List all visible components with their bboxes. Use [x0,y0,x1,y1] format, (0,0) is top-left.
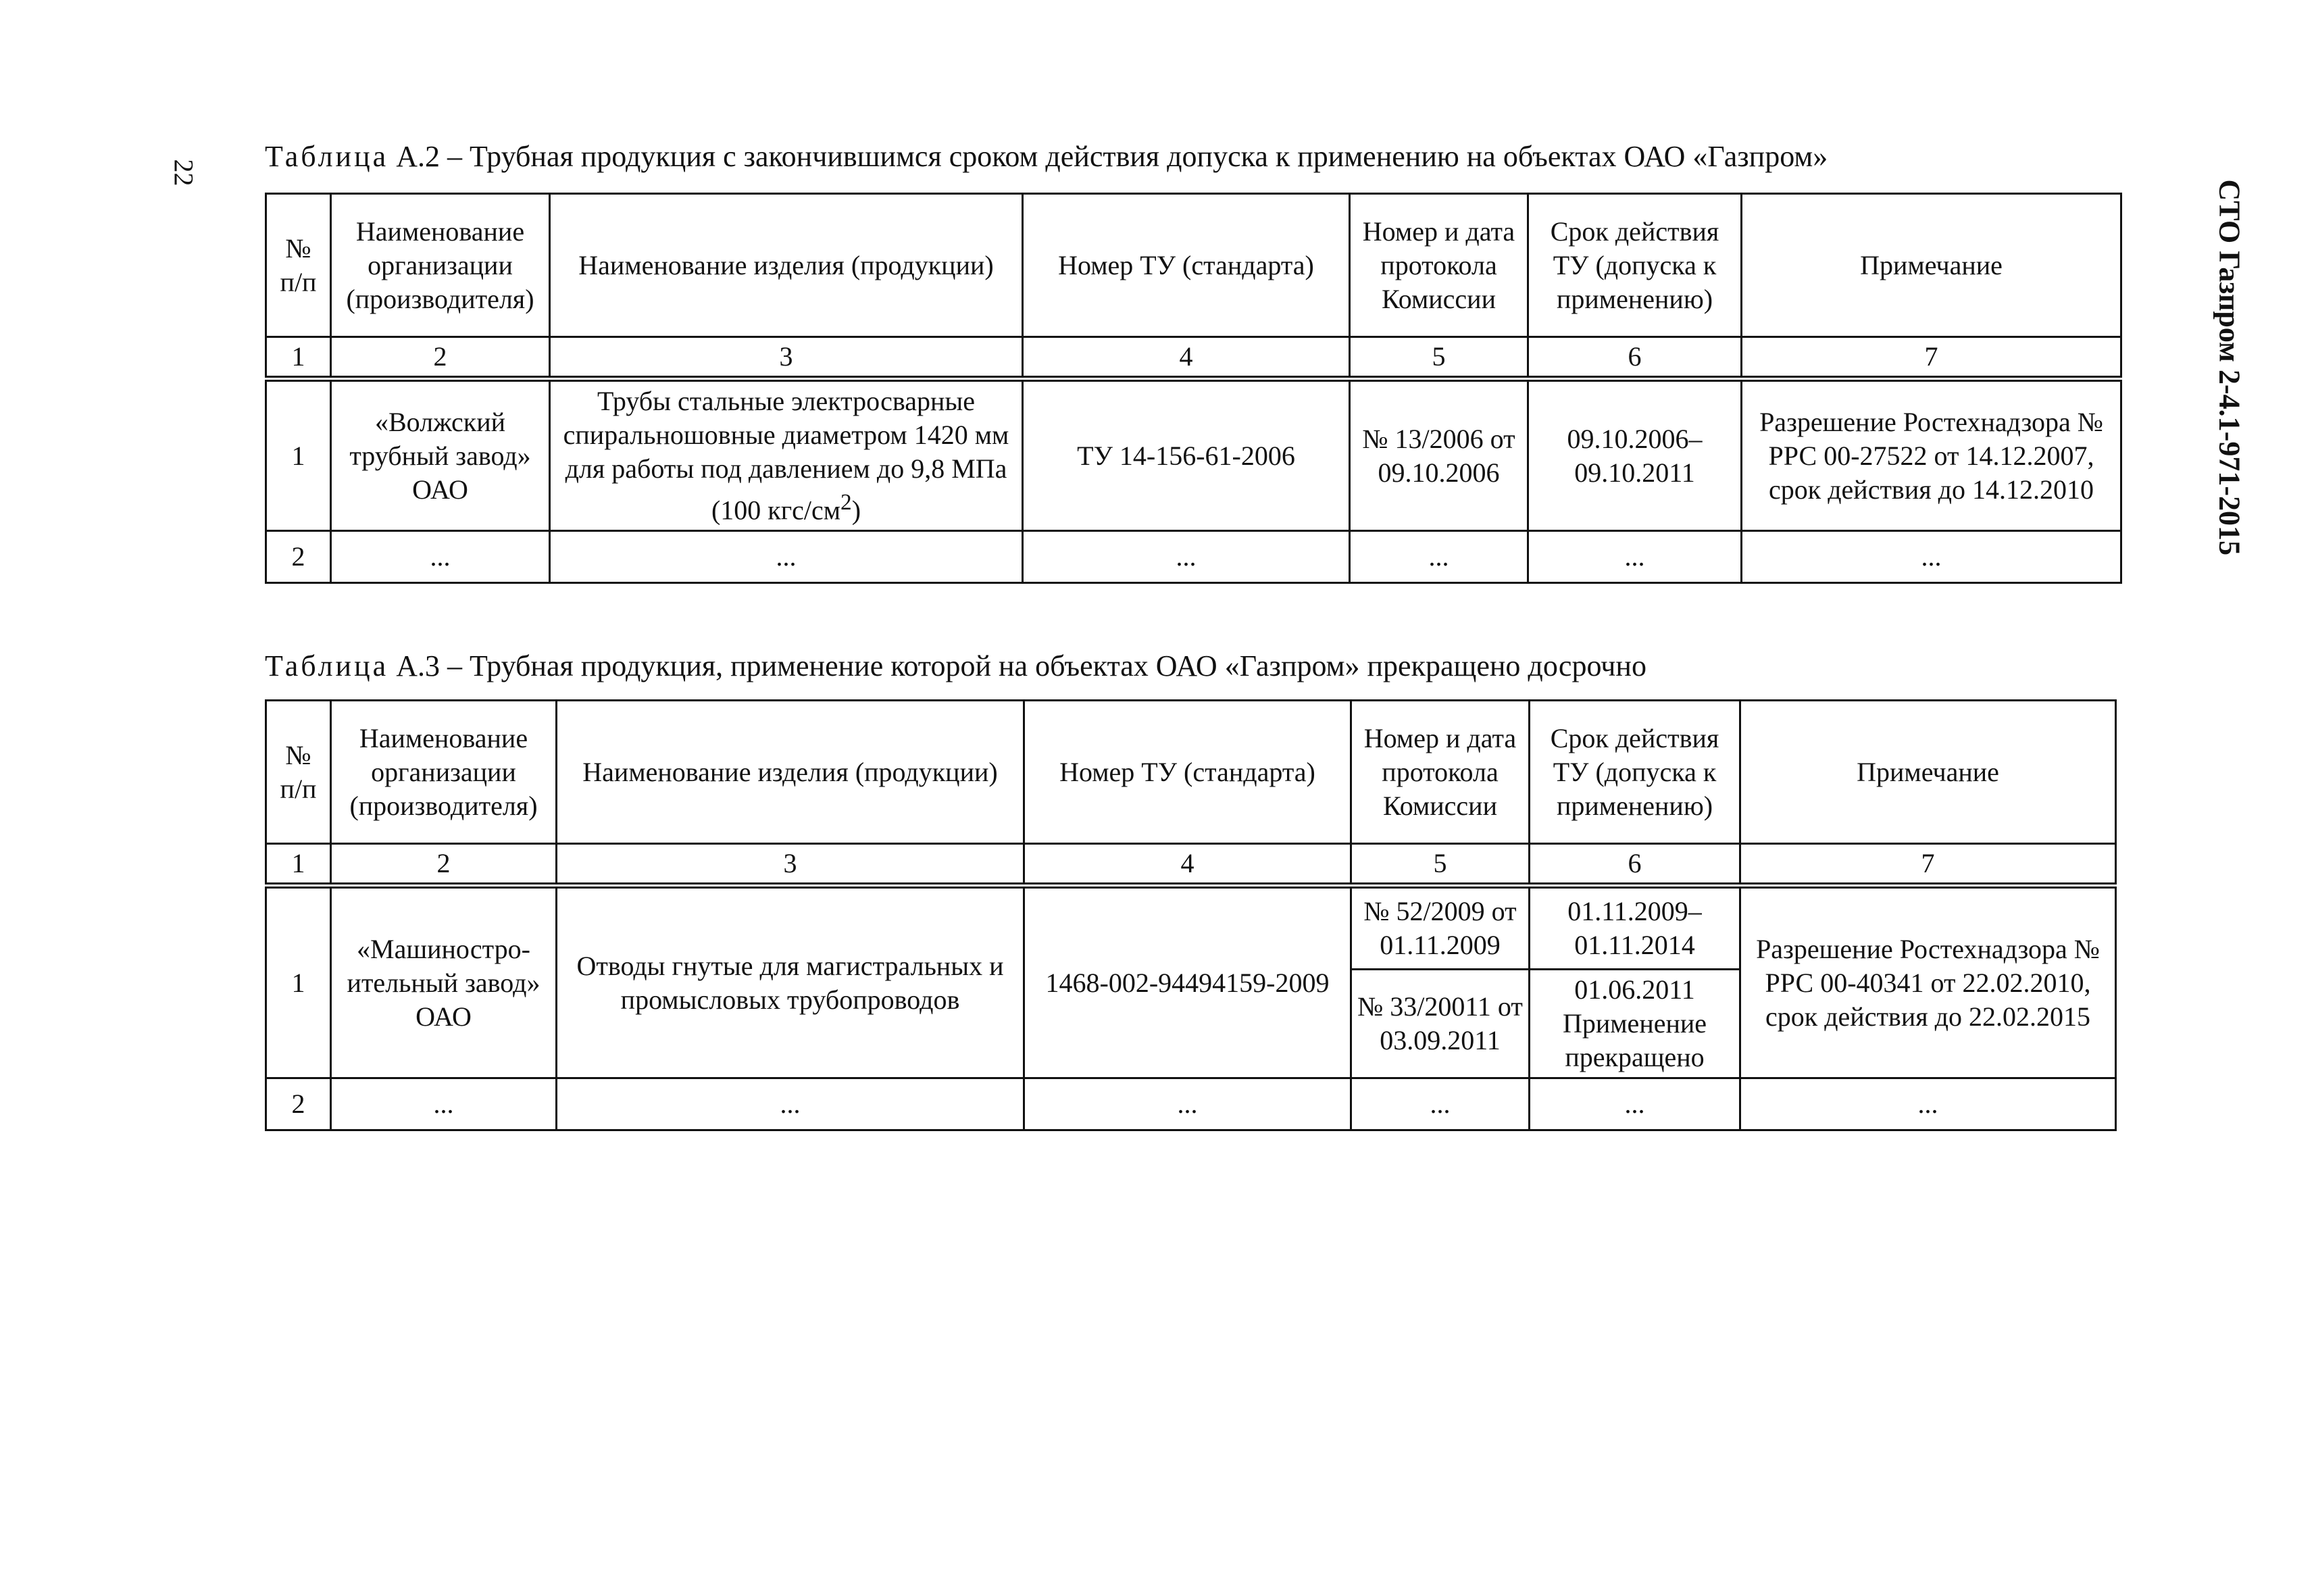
cell-num: 1 [266,886,331,1078]
cell-product: Отводы гнутые для магистральных и промысловых трубопроводов [557,886,1024,1078]
col-number: 5 [1350,337,1528,379]
header-org: Наименование организации (производителя) [331,194,550,337]
document-code: СТО Газпром 2-4.1-971-2015 [2213,179,2246,555]
header-num: № п/п [266,194,331,337]
cell-product-superscript: 2 [840,490,852,515]
cell-validity: 09.10.2006– 09.10.2011 [1528,379,1742,531]
table-a2-caption-text: А.2 – Трубная продукция с закончившимся сроком действия допуска к применению на объектах ОАО «Газпром» [396,140,1828,173]
cell-org: ... [331,531,550,583]
table-a2-caption-label: Таблица [265,140,389,173]
header-tu: Номер ТУ (стандарта) [1024,701,1351,844]
cell-org: «Машиностро-ительный завод» ОАО [331,886,557,1078]
header-validity: Срок действия ТУ (допуска к применению) [1530,701,1740,844]
table-row [266,886,2116,970]
table-row [266,379,2121,531]
table-row [266,531,2121,583]
header-note: Примечание [1742,194,2121,337]
table-a3-caption-text: А.3 – Трубная продукция, применение которой на объектах ОАО «Газпром» прекращено досрочно [396,649,1646,682]
table-a3-header-row [266,701,2116,844]
table-a2 [265,193,2122,584]
col-number: 6 [1528,337,1742,379]
cell-product-tail: ) [851,495,861,526]
cell-num: 2 [266,531,331,583]
cell-tu: 1468-002-94494159-2009 [1024,886,1351,1078]
col-number: 7 [1740,844,2116,886]
cell-tu: ТУ 14-156-61-2006 [1023,379,1350,531]
col-number: 1 [266,844,331,886]
table-a3-column-numbers [266,844,2116,886]
header-protocol: Номер и дата протокола Комиссии [1350,194,1528,337]
cell-product: ... [557,1078,1024,1130]
cell-validity: ... [1530,1078,1740,1130]
col-number: 1 [266,337,331,379]
col-number: 3 [557,844,1024,886]
cell-note: Разрешение Ростехнадзора № РРС 00-27522 от 14.12.2007, срок действия до 14.12.2010 [1742,379,2121,531]
col-number: 5 [1351,844,1530,886]
cell-note: Разрешение Ростехнадзора № РРС 00-40341 от 22.02.2010, срок действия до 22.02.2015 [1740,886,2116,1078]
header-tu: Номер ТУ (стандарта) [1023,194,1350,337]
cell-validity: ... [1528,531,1742,583]
table-a3 [265,699,2117,1131]
cell-protocol: ... [1351,1078,1530,1130]
cell-protocol: ... [1350,531,1528,583]
cell-tu: ... [1023,531,1350,583]
header-validity: Срок действия ТУ (допуска к применению) [1528,194,1742,337]
cell-note: ... [1740,1078,2116,1130]
header-note: Примечание [1740,701,2116,844]
header-num: № п/п [266,701,331,844]
cell-num: 2 [266,1078,331,1130]
cell-org: «Волжский трубный завод» ОАО [331,379,550,531]
cell-product [550,379,1023,531]
cell-validity: 01.06.2011 Применение прекращено [1530,970,1740,1078]
cell-protocol: № 52/2009 от 01.11.2009 [1351,886,1530,970]
cell-protocol: № 33/20011 от 03.09.2011 [1351,970,1530,1078]
col-number: 2 [331,844,557,886]
table-row [266,1078,2116,1130]
cell-protocol: № 13/2006 от 09.10.2006 [1350,379,1528,531]
table-a2-header-row [266,194,2121,337]
col-number: 6 [1530,844,1740,886]
header-product: Наименование изделия (продукции) [557,701,1024,844]
cell-num: 1 [266,379,331,531]
col-number: 4 [1024,844,1351,886]
header-org: Наименование организации (производителя) [331,701,557,844]
col-number: 3 [550,337,1023,379]
page-number: 22 [168,159,199,186]
cell-validity: 01.11.2009– 01.11.2014 [1530,886,1740,970]
header-protocol: Номер и дата протокола Комиссии [1351,701,1530,844]
table-a3-caption-label: Таблица [265,649,389,682]
cell-note: ... [1742,531,2121,583]
table-a2-caption [265,139,1828,174]
cell-org: ... [331,1078,557,1130]
cell-product-text: Трубы стальные электросварные спиральношовные диаметром 1420 мм для работы под давлением до 9,8 МПа (100 кгс/см [563,386,1009,526]
col-number: 4 [1023,337,1350,379]
table-a2-column-numbers [266,337,2121,379]
table-a3-caption [265,649,1646,683]
cell-product: ... [550,531,1023,583]
cell-tu: ... [1024,1078,1351,1130]
col-number: 2 [331,337,550,379]
col-number: 7 [1742,337,2121,379]
header-product: Наименование изделия (продукции) [550,194,1023,337]
